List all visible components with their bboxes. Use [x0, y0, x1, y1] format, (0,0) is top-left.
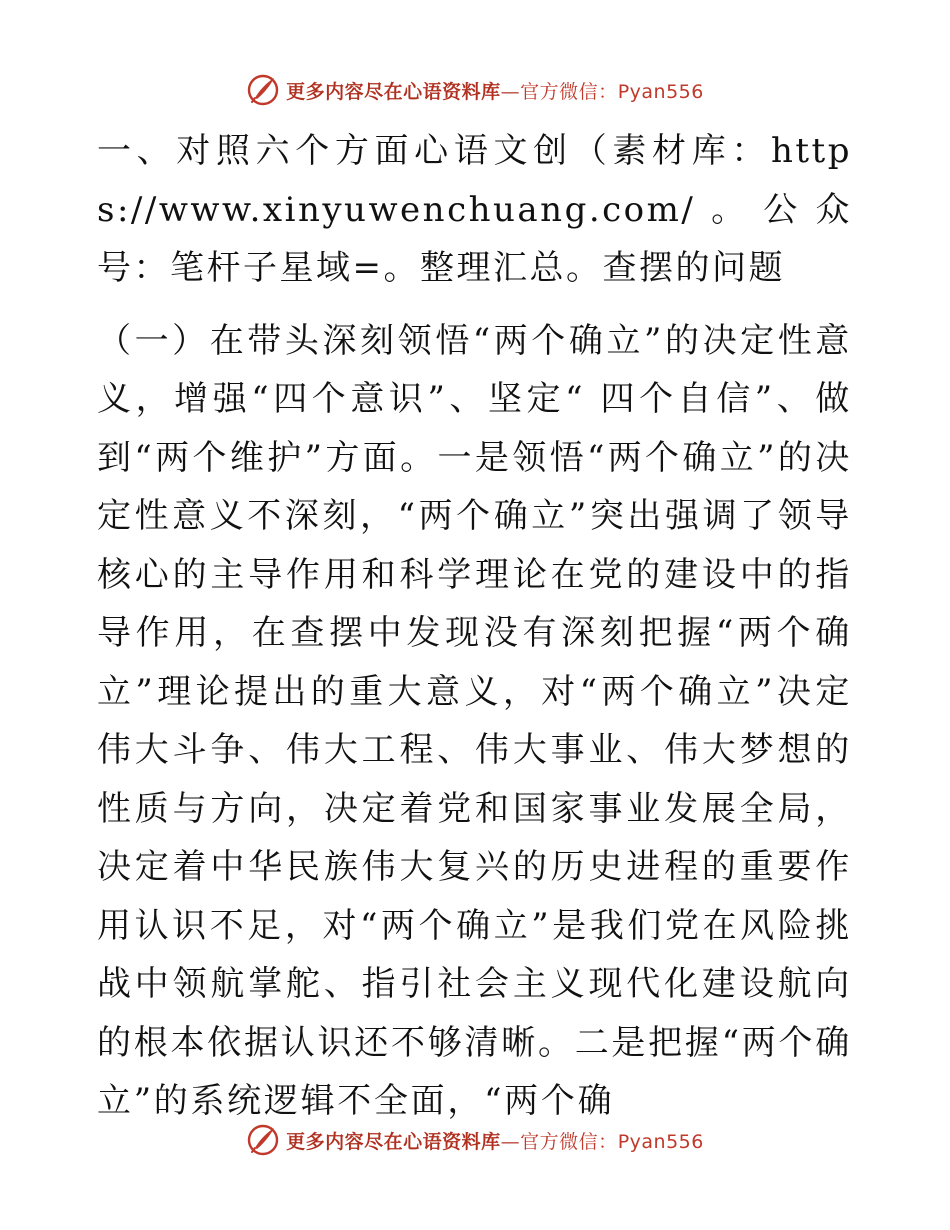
watermark-separator: — — [500, 80, 521, 103]
watermark-account: Pyan556 — [617, 80, 704, 103]
watermark-slogan: 更多内容尽在心语资料库 — [286, 80, 501, 103]
watermark-separator: — — [500, 1130, 521, 1153]
header-watermark — [0, 70, 950, 110]
watermark-text — [286, 1127, 704, 1154]
watermark-label: 官方微信： — [520, 80, 618, 103]
watermark-slogan: 更多内容尽在心语资料库 — [286, 1130, 501, 1153]
watermark-account: Pyan556 — [617, 1130, 704, 1153]
quill-pen-logo-icon — [246, 73, 280, 107]
document-heading: 一、对照六个方面心语文创（素材库：https://www.xinyuwenchuang.com/。公众号：笔杆子星域=。整理汇总。查摆的问题 — [97, 131, 852, 288]
section-paragraph-1: （一）在带头深刻领悟“两个确立”的决定性意义，增强“四个意识”、坚定“ 四个自信”、做到“两个维护”方面。一是领悟“两个确立”的决定性意义不深刻，“两个确立”突出强调了领导核心的主导作用和科学理论在党的建设中的指导作用，在查摆中发现没有深刻把握“两个确立”理论提出的重大意义，对“两个确立”决定伟大斗争、伟大工程、伟大事业、伟大梦想的性质与方向，决定着党和国家事业发展全局，决定着中华民族伟大复兴的历史进程的重要作用认识不足，对“两个确立”是我们党在风险挑战中领航掌舵、指引社会主义现代化建设航向的根本依据认识还不够清晰。二是把握“两个确立”的系统逻辑不全面，“两个确 — [97, 320, 852, 1121]
watermark-text — [286, 77, 704, 104]
quill-pen-logo-icon — [246, 1123, 280, 1157]
watermark-label: 官方微信： — [520, 1130, 618, 1153]
document-body — [97, 122, 852, 1131]
footer-watermark — [0, 1120, 950, 1160]
